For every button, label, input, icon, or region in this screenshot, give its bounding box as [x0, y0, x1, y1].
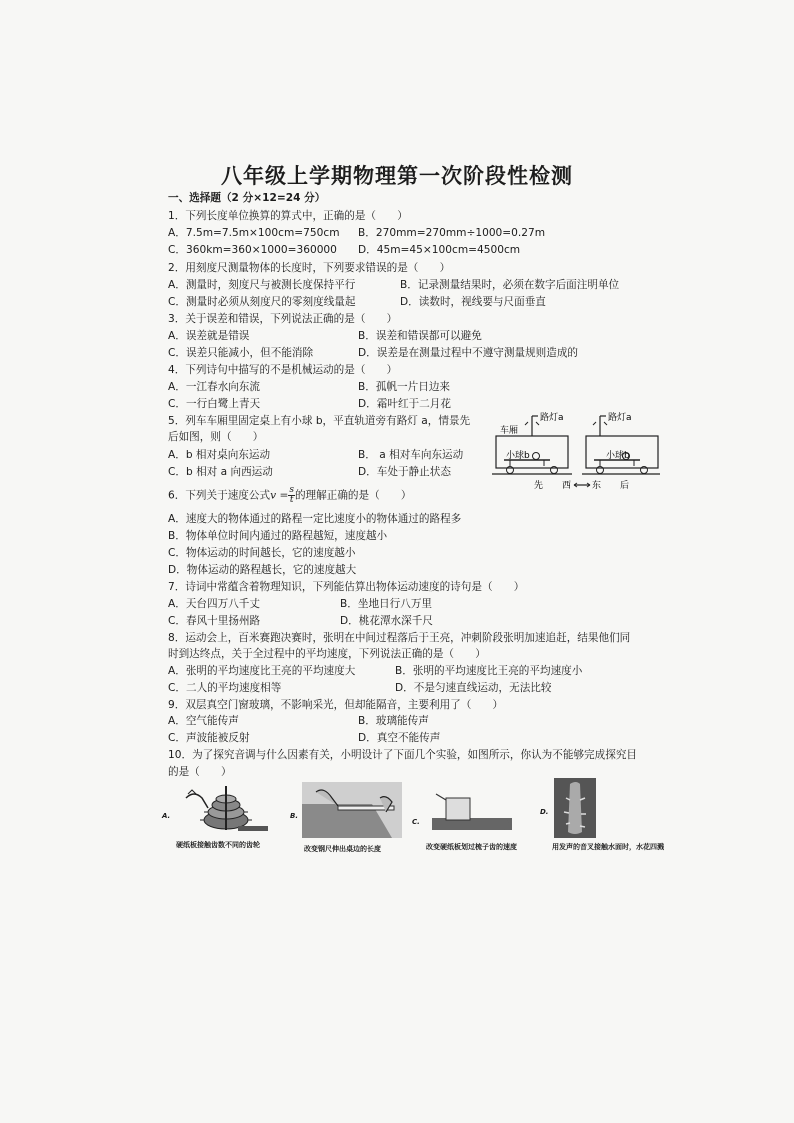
- q6-option-d: D．物体运动的路程越长，它的速度越大: [168, 564, 357, 576]
- label-east: 东: [592, 481, 602, 491]
- q2-option-d: D．读数时，视线要与尺面垂直: [400, 296, 546, 308]
- q10-stem-line1: 10．为了探究音调与什么因素有关，小明设计了下面几个实验，如图所示，你认为不能够完成探究目: [168, 749, 638, 761]
- section-heading: 一、选择题（2 分×12=24 分）: [168, 192, 326, 204]
- q5-stem-line1: 5．列车车厢里固定桌上有小球 b，平直轨道旁有路灯 a，情景先: [168, 415, 471, 427]
- q1-option-c: C．360km=360×1000=360000: [168, 244, 337, 256]
- q5-option-d: D．车处于静止状态: [358, 466, 451, 478]
- caption-d: 用发声的音叉接触水面时，水花四溅: [552, 843, 664, 851]
- formula-numerator: s: [289, 485, 294, 495]
- q7-stem: 7．诗词中常蕴含着物理知识，下列能估算出物体运动速度的诗句是（ ）: [168, 581, 525, 593]
- q6-option-b: B．物体单位时间内通过的路程越短，速度越小: [168, 530, 388, 542]
- q1-option-b: B．270mm=270mm÷1000=0.27m: [358, 227, 546, 239]
- q6-stem-pre: 6．下列关于速度公式: [168, 489, 271, 502]
- figure-a-label: A.: [162, 812, 171, 820]
- q6-stem-post: 的理解正确的是（ ）: [294, 489, 412, 502]
- carriage-before: [492, 416, 572, 474]
- q5-option-c: C．b 相对 a 向西运动: [168, 466, 273, 478]
- formula-denominator: t: [289, 495, 294, 505]
- q1-option-a: A．7.5m=7.5m×100cm=750cm: [168, 227, 340, 239]
- speed-formula: [288, 486, 295, 505]
- q8-stem-line1: 8．运动会上，百米赛跑决赛时，张明在中间过程落后于王亮，冲刺阶段张明加速追赶，结果他们同: [168, 632, 631, 644]
- q7-option-b: B．坐地日行八万里: [340, 598, 433, 610]
- label-after: 后: [620, 481, 630, 491]
- caption-a: 硬纸板接触齿数不同的齿轮: [176, 841, 260, 849]
- q7-option-c: C．春风十里扬州路: [168, 615, 261, 627]
- q9-option-d: D．真空不能传声: [358, 732, 441, 744]
- q4-option-a: A．一江春水向东流: [168, 381, 260, 393]
- carriage-after: [582, 416, 660, 474]
- q8-option-a: A．张明的平均速度比王亮的平均速度大: [168, 665, 356, 677]
- caption-b: 改变钢尺伸出桌边的长度: [304, 845, 381, 853]
- q1-option-d: D．45m=45×100cm=4500cm: [358, 244, 521, 256]
- q4-stem: 4．下列诗句中描写的不是机械运动的是（ ）: [168, 364, 398, 376]
- q5-option-a: A．b 相对桌向东运动: [168, 449, 271, 461]
- figure-c-label: C.: [412, 818, 420, 826]
- q8-stem-line2: 时到达终点，关于全过程中的平均速度，下列说法正确的是（ ）: [168, 648, 486, 660]
- ruler-experiment-figure: [302, 782, 402, 838]
- gear-experiment-figure: [178, 780, 270, 838]
- q8-option-c: C．二人的平均速度相等: [168, 682, 282, 694]
- page-title: 八年级上学期物理第一次阶段性检测: [221, 164, 573, 188]
- label-carriage: 车厢: [500, 426, 519, 436]
- caption-c: 改变硬纸板划过梳子齿的速度: [426, 843, 517, 851]
- q9-option-a: A．空气能传声: [168, 715, 239, 727]
- tuning-fork-experiment-figure: [554, 778, 596, 838]
- q2-option-c: C．测量时必须从刻度尺的零刻度线量起: [168, 296, 356, 308]
- figure-d-label: D.: [540, 808, 549, 816]
- q4-option-c: C．一行白鹭上青天: [168, 398, 261, 410]
- q3-option-d: D．误差是在测量过程中不遵守测量规则造成的: [358, 347, 579, 359]
- q1-stem: 1．下列长度单位换算的算式中，正确的是（ ）: [168, 210, 408, 222]
- q7-option-d: D．桃花潭水深千尺: [340, 615, 433, 627]
- q9-stem: 9．双层真空门窗玻璃，不影响采光，但却能隔音，主要利用了（ ）: [168, 699, 504, 711]
- train-diagram: [490, 408, 662, 492]
- q8-option-b: B．张明的平均速度比王亮的平均速度小: [395, 665, 583, 677]
- label-west: 西: [562, 481, 572, 491]
- q9-option-c: C．声波能被反射: [168, 732, 250, 744]
- label-ball-after: 小球b: [606, 451, 630, 461]
- q3-option-c: C．误差只能减小，但不能消除: [168, 347, 314, 359]
- q6-stem: [168, 486, 411, 505]
- q2-option-a: A．测量时，刻度尺与被测长度保持平行: [168, 279, 356, 291]
- q4-option-d: D．霜叶红于二月花: [358, 398, 451, 410]
- q4-option-b: B．孤帆一片日边来: [358, 381, 451, 393]
- q3-option-b: B．误差和错误都可以避免: [358, 330, 482, 342]
- q7-option-a: A．天台四万八千丈: [168, 598, 260, 610]
- q3-option-a: A．误差就是错误: [168, 330, 250, 342]
- q10-stem-line2: 的是（ ）: [168, 766, 232, 778]
- q5-stem-line2: 后如图，则（ ）: [168, 431, 264, 443]
- label-before: 先: [534, 481, 544, 491]
- figure-b-label: B.: [290, 812, 298, 820]
- q2-stem: 2．用刻度尺测量物体的长度时，下列要求错误的是（ ）: [168, 262, 451, 274]
- q2-option-b: B．记录测量结果时，必须在数字后面注明单位: [400, 279, 620, 291]
- label-ball-before: 小球b: [506, 451, 530, 461]
- q6-option-c: C．物体运动的时间越长，它的速度越小: [168, 547, 356, 559]
- q9-option-b: B．玻璃能传声: [358, 715, 429, 727]
- label-lamp-after: 路灯a: [608, 413, 632, 423]
- q5-option-b: B． a 相对车向东运动: [358, 449, 464, 461]
- label-lamp-before: 路灯a: [540, 413, 564, 423]
- comb-experiment-figure: [426, 788, 516, 838]
- q6-option-a: A．速度大的物体通过的路程一定比速度小的物体通过的路程多: [168, 513, 462, 525]
- q8-option-d: D．不是匀速直线运动，无法比较: [395, 682, 552, 694]
- q6-formula-v: v =: [270, 489, 289, 502]
- q3-stem: 3．关于误差和错误，下列说法正确的是（ ）: [168, 313, 398, 325]
